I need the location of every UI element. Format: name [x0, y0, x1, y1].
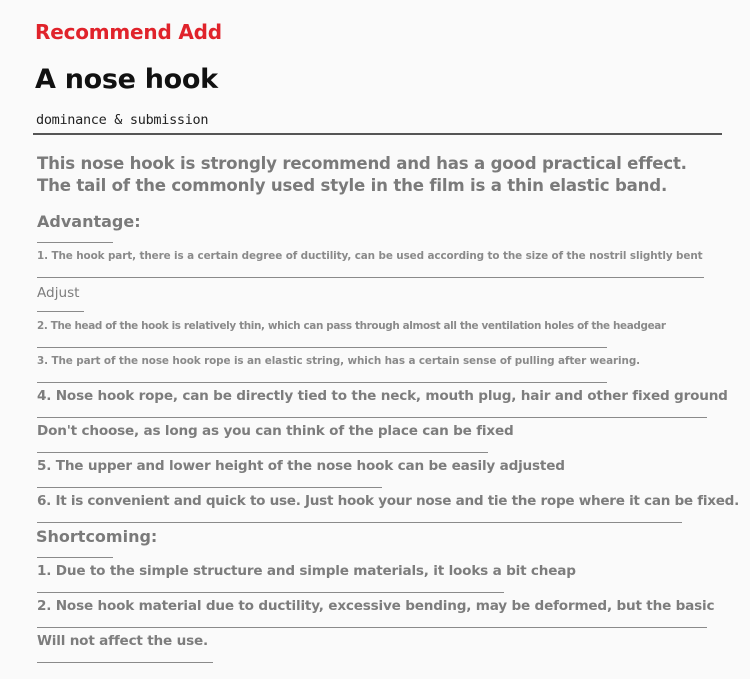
- advantage-item-1-underline: [37, 277, 704, 278]
- advantage-item-1: 1. The hook part, there is a certain degree of ductility, can be used according to the size of the nostril slightly bent: [37, 250, 703, 262]
- advantage-heading: Advantage:: [37, 212, 141, 231]
- intro-paragraph: This nose hook is strongly recommend and has a good practical effect. The tail of the commonly used style in the film is a thin elastic band.: [37, 154, 687, 195]
- advantage-item-3: 3. The part of the nose hook rope is an elastic string, which has a certain sense of pulling after wearing.: [37, 355, 640, 367]
- shortcoming-heading-underline: [37, 557, 113, 558]
- shortcoming-heading: Shortcoming:: [36, 527, 158, 546]
- shortcoming-item-2: 2. Nose hook material due to ductility, excessive bending, may be deformed, but the basic: [37, 598, 715, 614]
- shortcoming-item-2-underline: [37, 627, 707, 628]
- advantage-item-1-continued-underline: [37, 311, 84, 312]
- advantage-item-2-underline: [37, 347, 607, 348]
- advantage-item-3-underline: [37, 382, 607, 383]
- advantage-item-6-underline: [37, 522, 682, 523]
- shortcoming-item-1-underline: [37, 592, 504, 593]
- header-divider: [33, 133, 722, 135]
- recommend-tag: Recommend Add: [35, 20, 222, 44]
- advantage-item-4-continued: Don't choose, as long as you can think of the place can be fixed: [37, 423, 514, 439]
- advantage-item-4: 4. Nose hook rope, can be directly tied to the neck, mouth plug, hair and other fixed ground: [37, 388, 728, 404]
- advantage-item-1-continued: Adjust: [37, 285, 80, 301]
- advantage-item-4-continued-underline: [37, 452, 488, 453]
- advantage-item-4-underline: [37, 417, 707, 418]
- shortcoming-item-2-continued-underline: [37, 662, 213, 663]
- advantage-heading-underline: [37, 242, 113, 243]
- advantage-item-2: 2. The head of the hook is relatively thin, which can pass through almost all the ventilation holes of the headgear: [37, 320, 666, 332]
- shortcoming-item-2-continued: Will not affect the use.: [37, 633, 208, 649]
- shortcoming-item-1: 1. Due to the simple structure and simple materials, it looks a bit cheap: [37, 563, 576, 579]
- advantage-item-5: 5. The upper and lower height of the nose hook can be easily adjusted: [37, 458, 565, 474]
- advantage-item-5-underline: [37, 487, 382, 488]
- page-title: A nose hook: [35, 64, 218, 95]
- page-subtitle: dominance & submission: [36, 112, 209, 128]
- advantage-item-6: 6. It is convenient and quick to use. Just hook your nose and tie the rope where it can be fixed.: [37, 493, 739, 509]
